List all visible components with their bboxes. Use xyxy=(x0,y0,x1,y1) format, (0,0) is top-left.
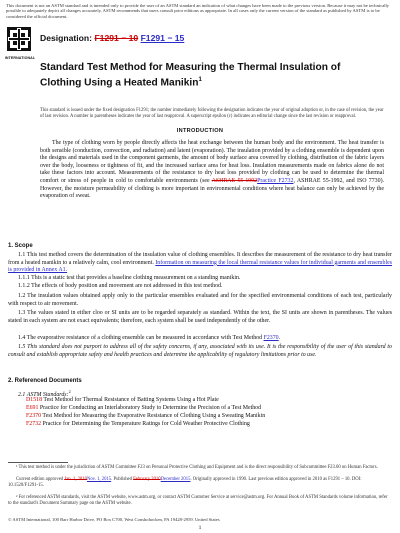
document-title xyxy=(40,62,380,90)
fn1-edition-new: Nov. 1, 2015 xyxy=(86,477,112,482)
fn1-edition-label: Current edition approved xyxy=(16,477,64,482)
reference-code: E691 xyxy=(26,405,39,411)
reference-title: Test Method for Measuring the Evaporative Resistance of Clothing Using a Sweating Manikin xyxy=(41,413,266,419)
footnote-2: ² For referenced ASTM standards, visit the ASTM website, www.astm.org, or contact ASTM Customer Service at service@astm.org. For Annual Book of ASTM Standards volume information, refer to the standard's Document Summary page on the ASTM website. xyxy=(8,495,388,506)
references-heading: 2. Referenced Documents xyxy=(8,378,82,384)
fn1-tail: . Originally approved in 1990. Last previous edition approved in 2010 as F1291 – 10. DOI: 10.1520/F1291-15. xyxy=(8,477,362,488)
scope-1-5: 1.5 This standard does not purport to address all of the safety concerns, if any, associated with its use. It is the responsibility of the user of this standard to consult and establish appropriate safety and health practices and determine the applicability of regulatory limitations prior to use. xyxy=(8,344,392,358)
fn1-edition-old: Jan. 1, 2010 xyxy=(64,477,87,482)
scope-1-4-text: 1.4 The evaporative resistance of a clothing ensemble can be measured in accordance with Test Method xyxy=(18,335,263,341)
fn1-published-old: February 2010 xyxy=(133,477,161,482)
reference-code: F2370 xyxy=(26,413,42,419)
scope-1-4: 1.4 The evaporative resistance of a clothing ensemble can be measured in accordance with Test Method F2370. xyxy=(18,335,281,341)
intro-text-before: The type of clothing worn by people directly affects the heat exchange between the human body and the environment. The heat transfer is both sensible (conduction, convection, and radiation) and latent (evaporation). The insulation provided by a clothing ensemble is dependent upon the designs and materials used in the component garments, the amount of body surface area covered by clothing, distribution of the fabric layers over the body, looseness or tightness of fit, and the increased surface area for heat loss. Insulation measurements made on fabrics alone do not take these factors into account. Measurements of the resistance to dry heat loss provided by clothing can be used to determine the thermal comfort or stress of people in cold to comfortable environments (see xyxy=(40,140,384,184)
logo-caption: INTERNATIONAL xyxy=(4,56,36,60)
designation xyxy=(40,33,184,43)
page-number: 1 xyxy=(198,525,202,531)
reference-code: F2732 xyxy=(26,421,42,427)
scope-heading: 1. Scope xyxy=(8,243,33,249)
introduction-text xyxy=(40,140,384,201)
footnote-divider xyxy=(8,462,68,463)
reference-title: Practice for Determining the Temperature Ratings for Cold Weather Protective Clothing xyxy=(41,421,250,427)
reference-item[interactable] xyxy=(26,421,250,428)
reference-title: Practice for Conducting an Interlaboratory Study to Determine the Precision of a Test Method xyxy=(38,405,262,411)
astm-logo xyxy=(6,26,32,56)
scope-1-1-1: 1.1.1 This is a static test that provides a baseline clothing measurement on a standing manikin. xyxy=(18,275,241,281)
fn1-published-label: . Published xyxy=(111,477,132,482)
footnote-1-edition xyxy=(8,477,392,488)
issued-note: This standard is issued under the fixed designation F1291; the number immediately following the designation indicates the year of original adoption or, in the case of revision, the year of last revision. A number in parentheses indicates the year of last reapproval. A superscript epsilon (ε) indicates an editorial change since the last revision or reapproval. xyxy=(40,108,384,119)
references-sub-text: 2.1 ASTM Standards: xyxy=(18,391,69,398)
scope-1-1-2: 1.1.2 The effects of body position and movement are not addressed in this test method. xyxy=(18,283,223,289)
scope-1-3: 1.3 The values stated in either cloo or SI units are to be regarded separately as standard. Within the text, the SI units are shown in parentheses. The values stated in each system are not exact equivalents; therefore, each system shall be used independently of the other. xyxy=(8,310,392,324)
scope-1-1-text: 1.1 This test method covers the determination of the insulation value of clothing ensembles. It describes the measurement of the resistance to dry heat transfer from a heated manikin to a relatively calm, cool environment. xyxy=(8,252,392,266)
reference-title: Test Method for Thermal Resistance of Batting Systems Using a Hot Plate xyxy=(42,397,219,403)
reference-item[interactable] xyxy=(26,413,265,420)
fn1-published-new: December 2015 xyxy=(160,477,191,482)
designation-old: F1291 − 10 xyxy=(94,33,139,43)
title-footnote-mark: 1 xyxy=(198,77,202,84)
document-notice: This document is not an ASTM standard and is intended only to provide the user of an ASTM standard an indication of what changes have been made to the previous version. Because it may not be technically possible to adequately depict all changes accurately, ASTM recommends that users consult prior editions as appropriate. In all cases only the current version of the standard as published by ASTM is to be considered the official document. xyxy=(6,3,390,19)
references-sub-mark: 2 xyxy=(68,389,71,394)
designation-new: F1291 − 15 xyxy=(140,33,185,43)
reference-item[interactable] xyxy=(26,405,261,412)
scope-1-1-inserted: Information on measuring the local thermal resistance values for individual garments and ensembles is provided in Annex A1. xyxy=(8,259,392,274)
scope-1-1 xyxy=(8,252,392,275)
reference-code: D1518 xyxy=(26,397,43,403)
footnote-1: ¹ This test method is under the jurisdiction of ASTM Committee F23 on Personal Protective Clothing and Equipment and is the direct responsibility of Subcommittee F23.60 on Human Factors. xyxy=(16,465,378,470)
title-text: Standard Test Method for Measuring the Thermal Insulation of Clothing Using a Heated Manikin xyxy=(40,62,341,89)
intro-inserted: Practice F2732 xyxy=(257,177,294,184)
designation-label: Designation: xyxy=(40,33,93,43)
intro-text-after: , ASHRAE 55-1992, and ISO 7730). However, the moisture permeability of clothing is more important in environmental conditions where heat balance can only be achieved by the evaporation of sweat. xyxy=(40,177,385,200)
intro-deleted: ASHRAE 55-1992 xyxy=(211,177,258,184)
introduction-heading: INTRODUCTION xyxy=(176,128,224,134)
scope-1-2: 1.2 The insulation values obtained apply only to the particular ensembles evaluated and for the specified environmental conditions of each test, particularly with respect to air movement. xyxy=(8,293,392,307)
reference-item[interactable] xyxy=(26,397,219,404)
scope-1-4-ref[interactable]: F2370 xyxy=(263,335,279,341)
copyright-line: © ASTM International, 100 Barr Harbor Drive, PO Box C700, West Conshohocken, PA 19428-2959. United States xyxy=(8,517,220,522)
